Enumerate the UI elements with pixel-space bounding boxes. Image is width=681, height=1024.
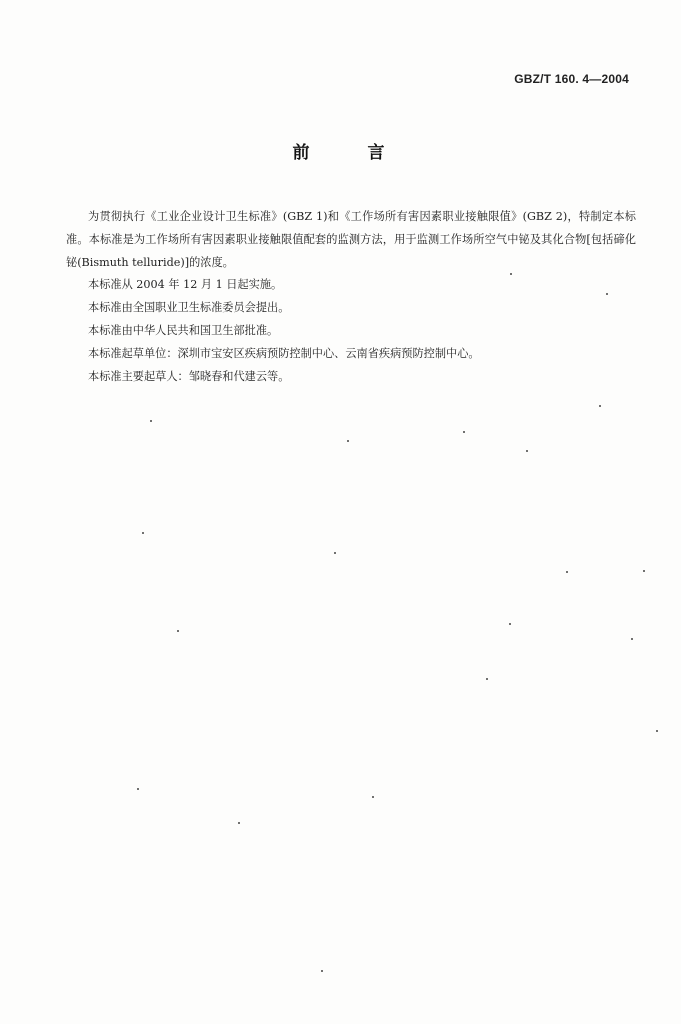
scan-speck bbox=[643, 570, 645, 572]
scan-speck bbox=[150, 420, 152, 422]
scan-speck bbox=[177, 630, 179, 632]
scan-speck bbox=[656, 730, 658, 732]
scan-speck bbox=[334, 552, 336, 554]
scan-speck bbox=[372, 796, 374, 798]
page-title: 前 言 bbox=[292, 143, 411, 163]
scan-speck bbox=[606, 293, 608, 295]
scan-speck bbox=[526, 450, 528, 452]
scan-speck bbox=[599, 405, 601, 407]
scan-speck bbox=[347, 440, 349, 442]
scan-speck bbox=[142, 532, 144, 534]
scan-speck bbox=[509, 623, 511, 625]
scan-speck bbox=[510, 273, 512, 275]
paragraph-effective-date: 本标准从 2004 年 12 月 1 日起实施。 bbox=[88, 278, 283, 292]
paragraph-proposer: 本标准由全国职业卫生标准委员会提出。 bbox=[88, 301, 290, 315]
standard-code: GBZ/T 160. 4—2004 bbox=[514, 72, 629, 86]
scan-speck bbox=[137, 788, 139, 790]
scan-speck bbox=[631, 638, 633, 640]
scan-speck bbox=[321, 970, 323, 972]
paragraph-purpose: 为贯彻执行《工业企业设计卫生标准》(GBZ 1)和《工作场所有害因素职业接触限值》(GBZ 2)，特制定本标准。本标准是为工作场所有害因素职业接触限值配套的监测方法，用于监测工作场所空气中铋及其化合物[包括碲化铋(Bismuth telluride)]的浓度。 bbox=[66, 210, 636, 269]
scan-speck bbox=[463, 431, 465, 433]
scan-speck bbox=[486, 678, 488, 680]
paragraph-approver: 本标准由中华人民共和国卫生部批准。 bbox=[88, 323, 279, 337]
paragraph-drafting-units: 本标准起草单位：深圳市宝安区疾病预防控制中心、云南省疾病预防控制中心。 bbox=[88, 346, 480, 360]
paragraph-drafters: 本标准主要起草人：邹晓春和代建云等。 bbox=[88, 369, 290, 383]
foreword-body bbox=[66, 206, 636, 388]
scan-speck bbox=[238, 822, 240, 824]
scan-speck bbox=[566, 571, 568, 573]
